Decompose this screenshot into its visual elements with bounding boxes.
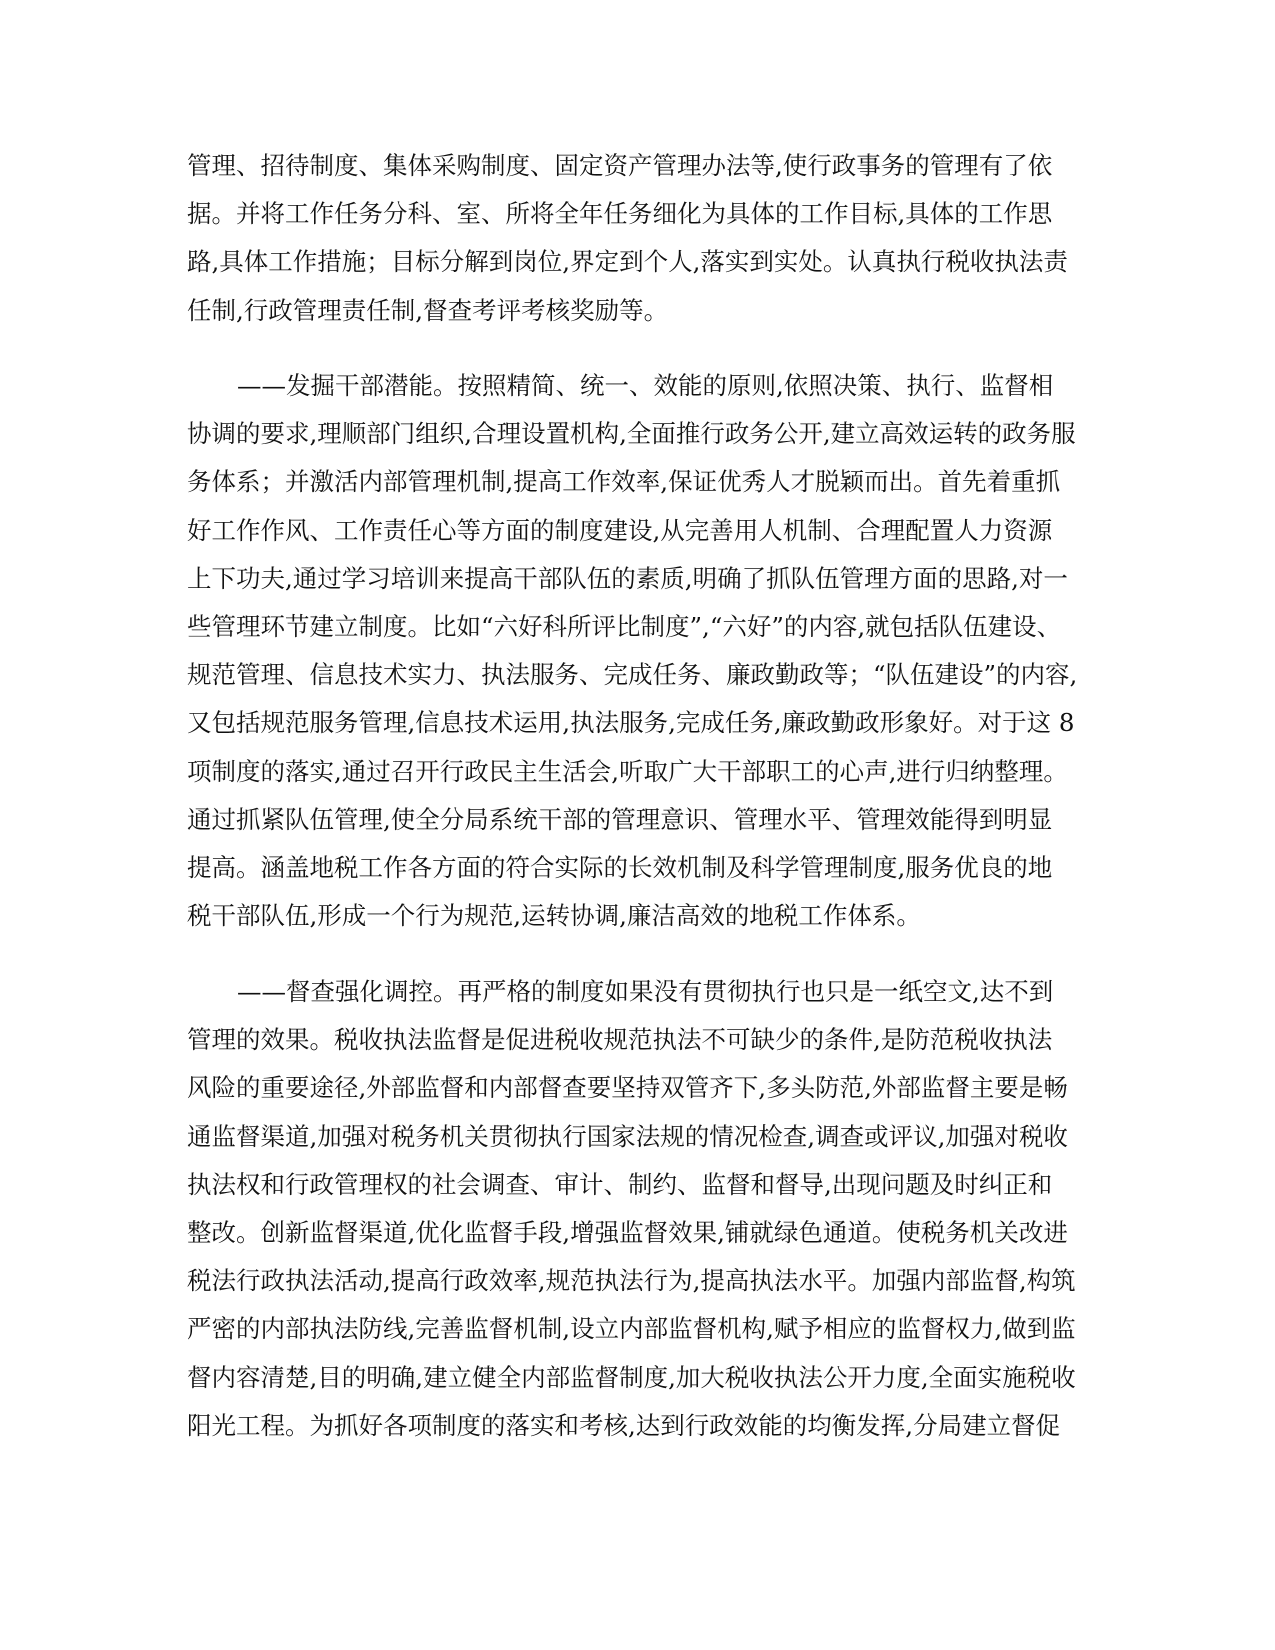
paragraph-administrative-rules: [187, 142, 1097, 335]
paragraph-cadre-potential: [187, 362, 1097, 940]
paragraph-line: 又包括规范服务管理,信息技术运用,执法服务,完成任务,廉政勤政形象好。对于这 8: [187, 708, 1075, 738]
paragraph-line: 些管理环节建立制度。比如“六好科所评比制度”,“六好”的内容,就包括队伍建设、: [187, 611, 1062, 641]
paragraph-line: 任制,行政管理责任制,督查考评考核奖励等。: [187, 295, 669, 325]
paragraph-line: 风险的重要途径,外部监督和内部督查要坚持双管齐下,多头防范,外部监督主要是畅: [187, 1073, 1068, 1103]
paragraph-line: 提高。涵盖地税工作各方面的符合实际的长效机制及科学管理制度,服务优良的地: [187, 852, 1053, 882]
paragraph-line: 通过抓紧队伍管理,使全分局系统干部的管理意识、管理水平、管理效能得到明显: [187, 804, 1053, 834]
paragraph-line: 项制度的落实,通过召开行政民主生活会,听取广大干部职工的心声,进行归纳整理。: [187, 756, 1068, 786]
paragraph-line: 严密的内部执法防线,完善监督机制,设立内部监督机构,赋予相应的监督权力,做到监: [187, 1314, 1076, 1344]
paragraph-line: 税干部队伍,形成一个行为规范,运转协调,廉洁高效的地税工作体系。: [187, 901, 921, 931]
paragraph-line: 执法权和行政管理权的社会调查、审计、制约、监督和督导,出现问题及时纠正和: [187, 1169, 1053, 1199]
paragraph-line: 务体系；并激活内部管理机制,提高工作效率,保证优秀人才脱颖而出。首先着重抓: [187, 467, 1061, 497]
paragraph-line: 规范管理、信息技术实力、执法服务、完成任务、廉政勤政等；“队伍建设”的内容,: [187, 660, 1078, 690]
paragraph-line: 阳光工程。为抓好各项制度的落实和考核,达到行政效能的均衡发挥,分局建立督促: [187, 1410, 1061, 1440]
paragraph-line: ——发掘干部潜能。按照精简、统一、效能的原则,依照决策、执行、监督相: [237, 371, 1054, 400]
paragraph-line: ——督查强化调控。再严格的制度如果没有贯彻执行也只是一纸空文,达不到: [237, 977, 1054, 1006]
paragraph-line: 税法行政执法活动,提高行政效率,规范执法行为,提高执法水平。加强内部监督,构筑: [187, 1266, 1076, 1296]
paragraph-supervision-control: [187, 968, 1097, 1450]
paragraph-line: 督内容清楚,目的明确,建立健全内部监督制度,加大税收执法公开力度,全面实施税收: [187, 1362, 1076, 1392]
paragraph-line: 管理的效果。税收执法监督是促进税收规范执法不可缺少的条件,是防范税收执法: [187, 1025, 1053, 1055]
paragraph-line: 据。并将工作任务分科、室、所将全年任务细化为具体的工作目标,具体的工作思: [187, 199, 1053, 229]
paragraph-line: 管理、招待制度、集体采购制度、固定资产管理办法等,使行政事务的管理有了依: [187, 151, 1053, 180]
paragraph-line: 协调的要求,理顺部门组织,合理设置机构,全面推行政务公开,建立高效运转的政务服: [187, 419, 1076, 449]
paragraph-line: 路,具体工作措施；目标分解到岗位,界定到个人,落实到实处。认真执行税收执法责: [187, 247, 1068, 277]
paragraph-line: 好工作作风、工作责任心等方面的制度建设,从完善用人机制、合理配置人力资源: [187, 515, 1053, 545]
paragraph-line: 通监督渠道,加强对税务机关贯彻执行国家法规的情况检查,调查或评议,加强对税收: [187, 1121, 1068, 1151]
paragraph-line: 上下功夫,通过学习培训来提高干部队伍的素质,明确了抓队伍管理方面的思路,对一: [187, 563, 1068, 593]
paragraph-line: 整改。创新监督渠道,优化监督手段,增强监督效果,铺就绿色通道。使税务机关改进: [187, 1217, 1068, 1247]
